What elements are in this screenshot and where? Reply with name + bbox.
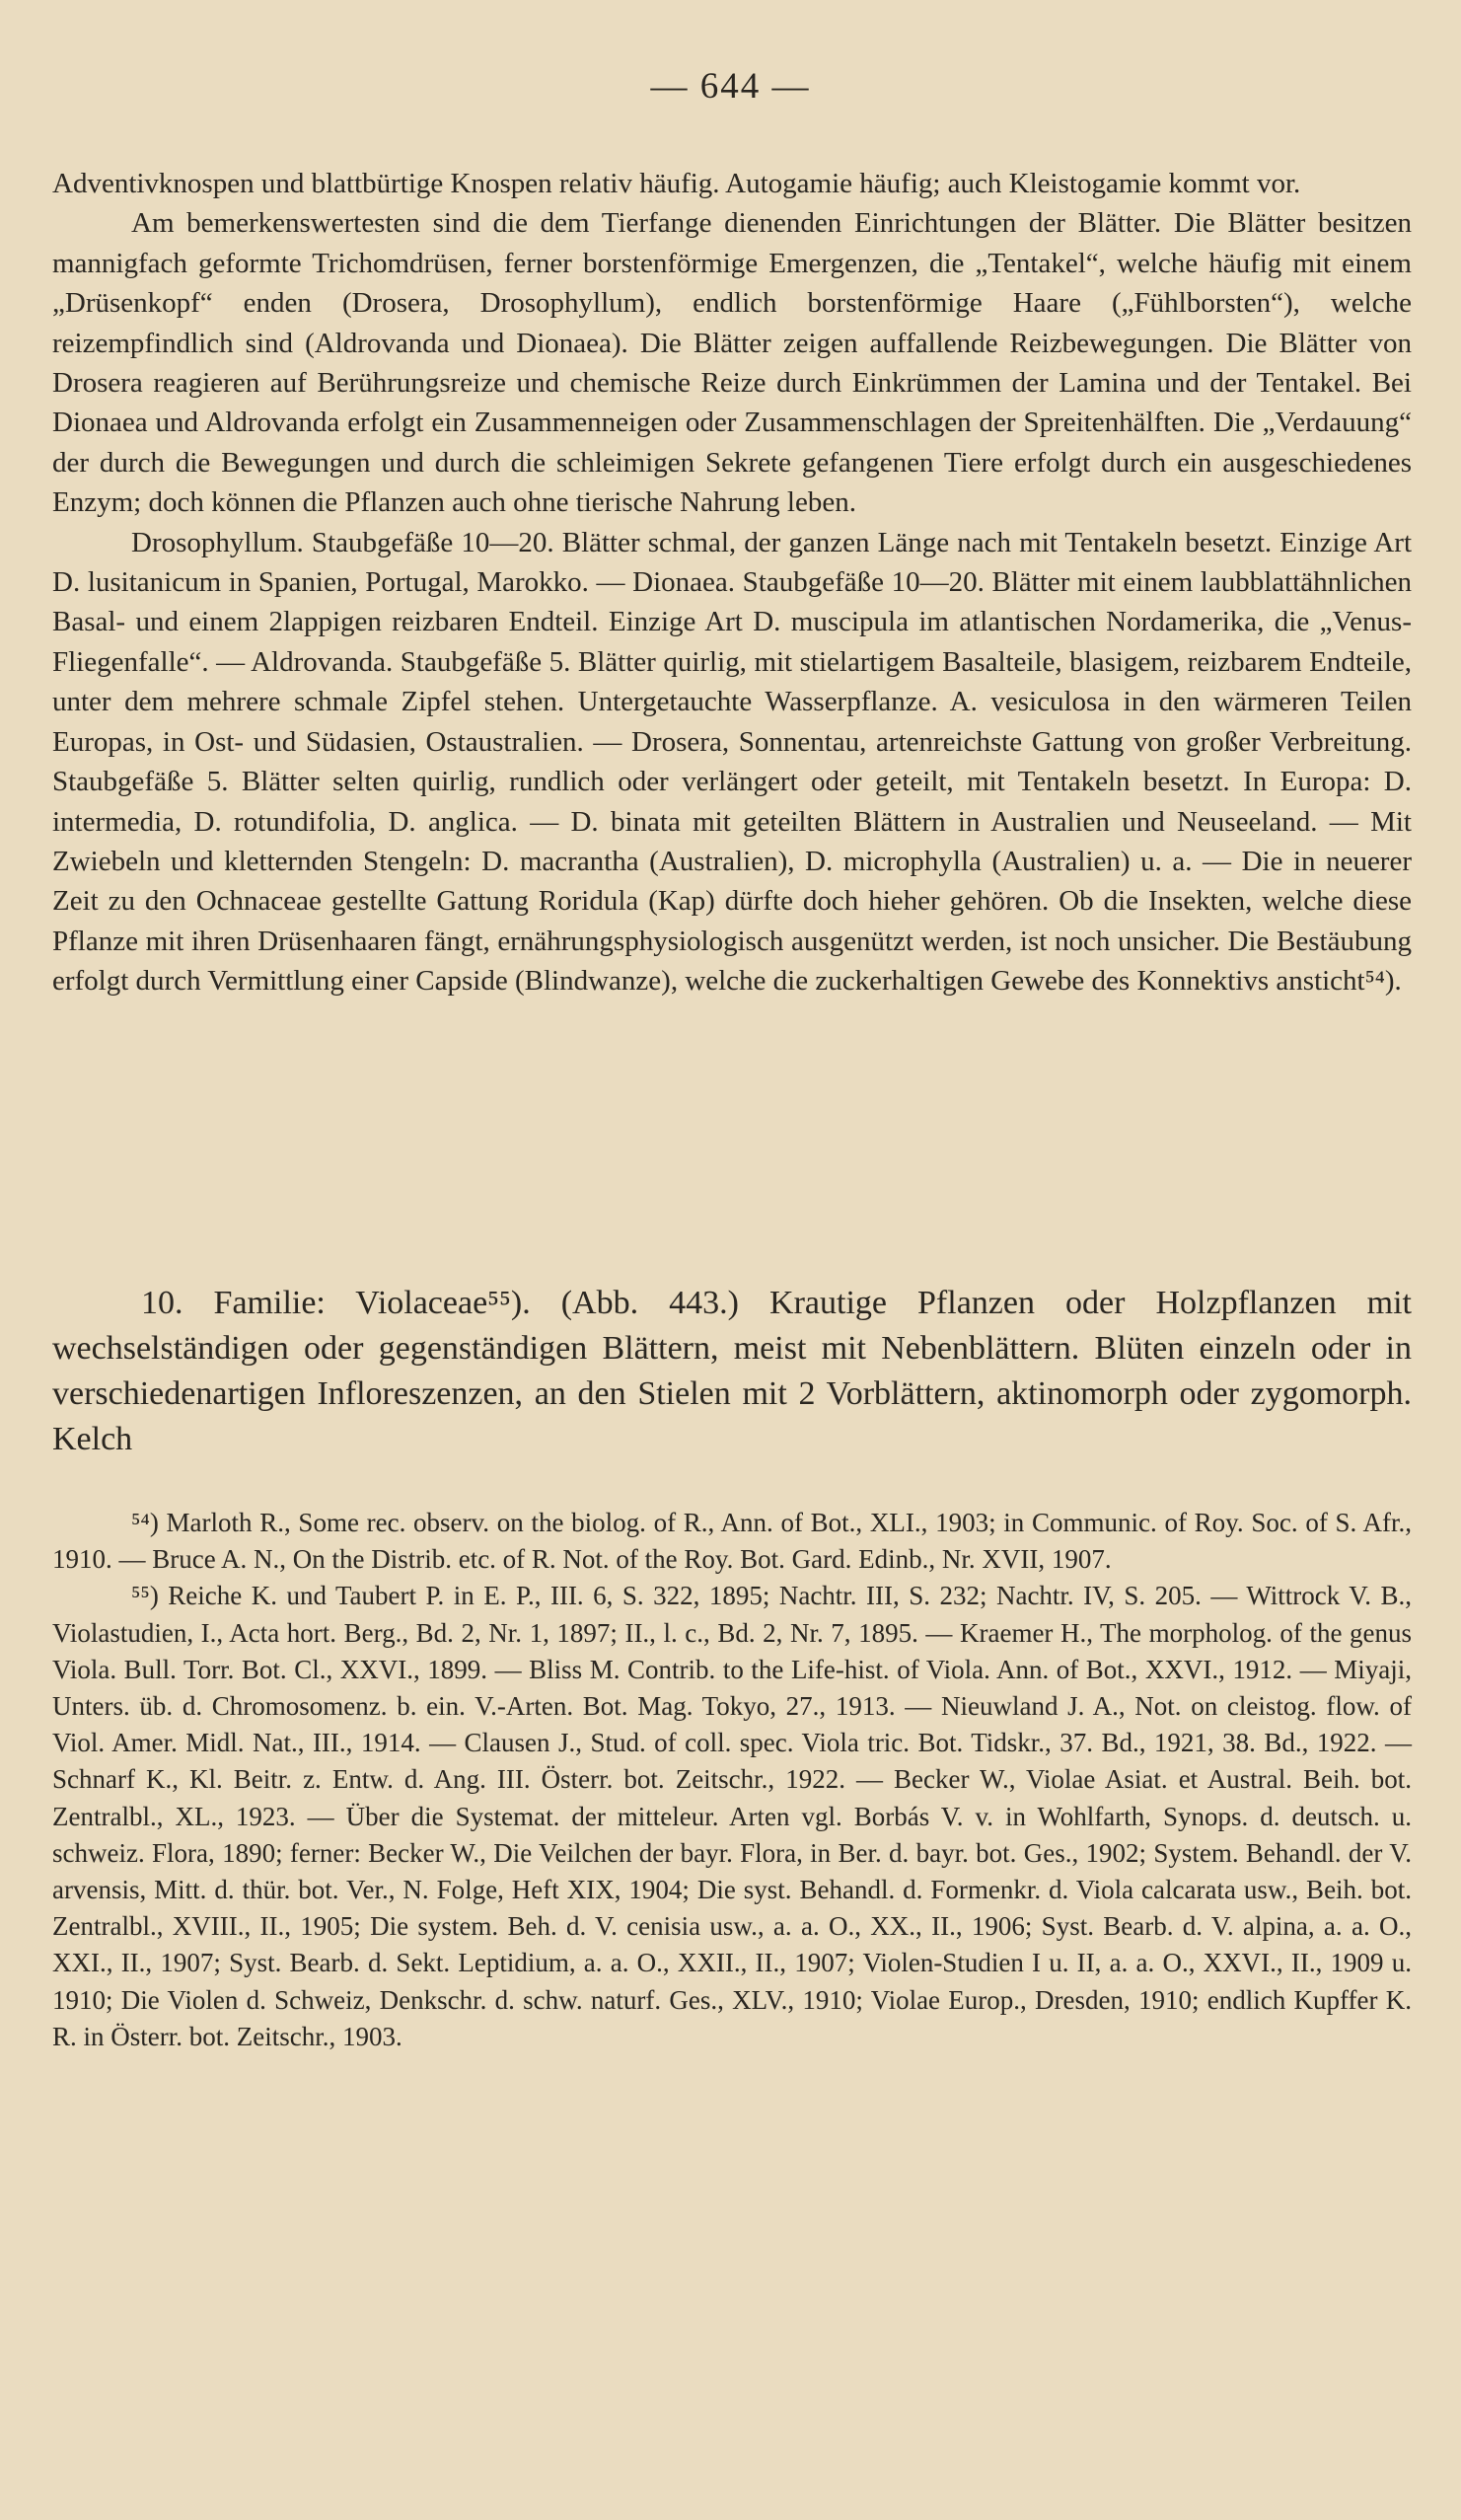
family-violaceae-paragraph: 10. Familie: Violaceae⁵⁵). (Abb. 443.) Krautige Pflanzen oder Holzpflanzen mit wechselständigen oder gegenständigen Blättern, meist mit Nebenblättern. Blüten einzeln oder in verschiedenartigen Infloreszenzen, an den Stielen mit 2 Vorblättern, aktinomorph oder zygomorph. Kelch (52, 1285, 1412, 1457)
paragraph-tierfang: Am bemerkenswertesten sind die dem Tierfange dienenden Einrichtungen der Blätter. Die Blätter besitzen mannigfach geformte Trichomdrüsen, ferner borstenförmige Emergenzen, die „Tentakel“, welche häufig mit einem „Drüsenkopf“ enden (Drosera, Drosophyllum), endlich borstenförmige Haare („Fühlborsten“), welche reizempfindlich sind (Aldrovanda und Dionaea). Die Blätter zeigen auffallende Reizbewegungen. Die Blätter von Drosera reagieren auf Berührungsreize und chemische Reize durch Einkrümmen der Lamina und der Tentakel. Bei Dionaea und Aldrovanda erfolgt ein Zusammenneigen oder Zusammenschlagen der Spreitenhälften. Die „Verdauung“ der durch die Bewegungen und durch die schleimigen Sekrete gefangenen Tiere erfolgt durch ein ausgeschiedenes Enzym; doch können die Pflanzen auch ohne tierische Nahrung leben. (52, 207, 1412, 519)
paragraph-adventivknospen: Adventivknospen und blattbürtige Knospen relativ häufig. Autogamie häufig; auch Kleistogamie kommt vor. (52, 168, 1301, 199)
main-text (52, 164, 1412, 1001)
paragraph-gattungen: Drosophyllum. Staubgefäße 10—20. Blätter schmal, der ganzen Länge nach mit Tentakeln besetzt. Einzige Art D. lusitanicum in Spanien, Portugal, Marokko. — Dionaea. Staubgefäße 10—20. Blätter mit einem laubblattähnlichen Basal- und einem 2lappigen reizbaren Endteil. Einzige Art D. muscipula im atlantischen Nordamerika, die „Venus-Fliegenfalle“. — Aldrovanda. Staubgefäße 5. Blätter quirlig, mit stielartigem Basalteile, blasigem, reizbarem Endteile, unter dem mehrere schmale Zipfel stehen. Untergetauchte Wasserpflanze. A. vesiculosa in den wärmeren Teilen Europas, in Ost- und Südasien, Ostaustralien. — Drosera, Sonnentau, artenreichste Gattung von großer Verbreitung. Staubgefäße 5. Blätter selten quirlig, rundlich oder verlängert oder geteilt, mit Tentakeln besetzt. In Europa: D. intermedia, D. rotundifolia, D. anglica. — D. binata mit geteilten Blättern in Australien und Neuseeland. — Mit Zwiebeln und kletternden Stengeln: D. macrantha (Australien), D. microphylla (Australien) u. a. — Die in neuerer Zeit zu den Ochnaceae gestellte Gattung Roridula (Kap) dürfte doch hieher gehören. Ob die Insekten, welche diese Pflanze mit ihren Drüsenhaaren fängt, ernährungsphysiologisch ausgenützt werden, ist noch unsicher. Die Bestäubung erfolgt durch Vermittlung einer Capside (Blindwanze), welche die zuckerhaltigen Gewebe des Konnektivs ansticht⁵⁴). (52, 526, 1412, 998)
footnote-54: ⁵⁴) Marloth R., Some rec. observ. on the biolog. of R., Ann. of Bot., XLI., 1903; in Communic. of Roy. Soc. of S. Afr., 1910. — Bruce A. N., On the Distrib. etc. of R. Not. of the Roy. Bot. Gard. Edinb., Nr. XVII, 1907. (52, 1508, 1412, 1575)
family-section (52, 1281, 1412, 1462)
footnote-55: ⁵⁵) Reiche K. und Taubert P. in E. P., III. 6, S. 322, 1895; Nachtr. III, S. 232; Nachtr. IV, S. 205. — Wittrock V. B., Violastudien, I., Acta hort. Berg., Bd. 2, Nr. 1, 1897; II., l. c., Bd. 2, Nr. 7, 1895. — Kraemer H., The morpholog. of the genus Viola. Bull. Torr. Bot. Cl., XXVI., 1899. — Bliss M. Contrib. to the Life-hist. of Viola. Ann. of Bot., XXVI., 1912. — Miyaji, Unters. üb. d. Chromosomenz. b. ein. V.-Arten. Bot. Mag. Tokyo, 27., 1913. — Nieuwland J. A., Not. on cleistog. flow. of Viol. Amer. Midl. Nat., III., 1914. — Clausen J., Stud. of coll. spec. Viola tric. Bot. Tidskr., 37. Bd., 1921, 38. Bd., 1922. — Schnarf K., Kl. Beitr. z. Entw. d. Ang. III. Österr. bot. Zeitschr., 1922. — Becker W., Violae Asiat. et Austral. Beih. bot. Zentralbl., XL., 1923. — Über die Systemat. der mitteleur. Arten vgl. Borbás V. v. in Wohlfarth, Synops. d. deutsch. u. schweiz. Flora, 1890; ferner: Becker W., Die Veilchen der bayr. Flora, in Ber. d. bayr. bot. Ges., 1902; System. Behandl. der V. arvensis, Mitt. d. thür. bot. Ver., N. Folge, Heft XIX, 1904; Die syst. Behandl. d. Formenkr. d. Viola calcarata usw., Beih. bot. Zentralbl., XVIII., II., 1905; Die system. Beh. d. V. cenisia usw., a. a. O., XX., II., 1906; Syst. Bearb. d. V. alpina, a. a. O., XXI., II., 1907; Syst. Bearb. d. Sekt. Leptidium, a. a. O., XXII., II., 1907; Violen-Studien I u. II, a. a. O., XXVI., II., 1909 u. 1910; Die Violen d. Schweiz, Denkschr. d. schw. naturf. Ges., XLV., 1910; Violae Europ., Dresden, 1910; endlich Kupffer K. R. in Österr. bot. Zeitschr., 1903. (52, 1581, 1412, 2051)
page-number: — 644 — (650, 66, 811, 107)
footnotes (52, 1505, 1412, 2055)
